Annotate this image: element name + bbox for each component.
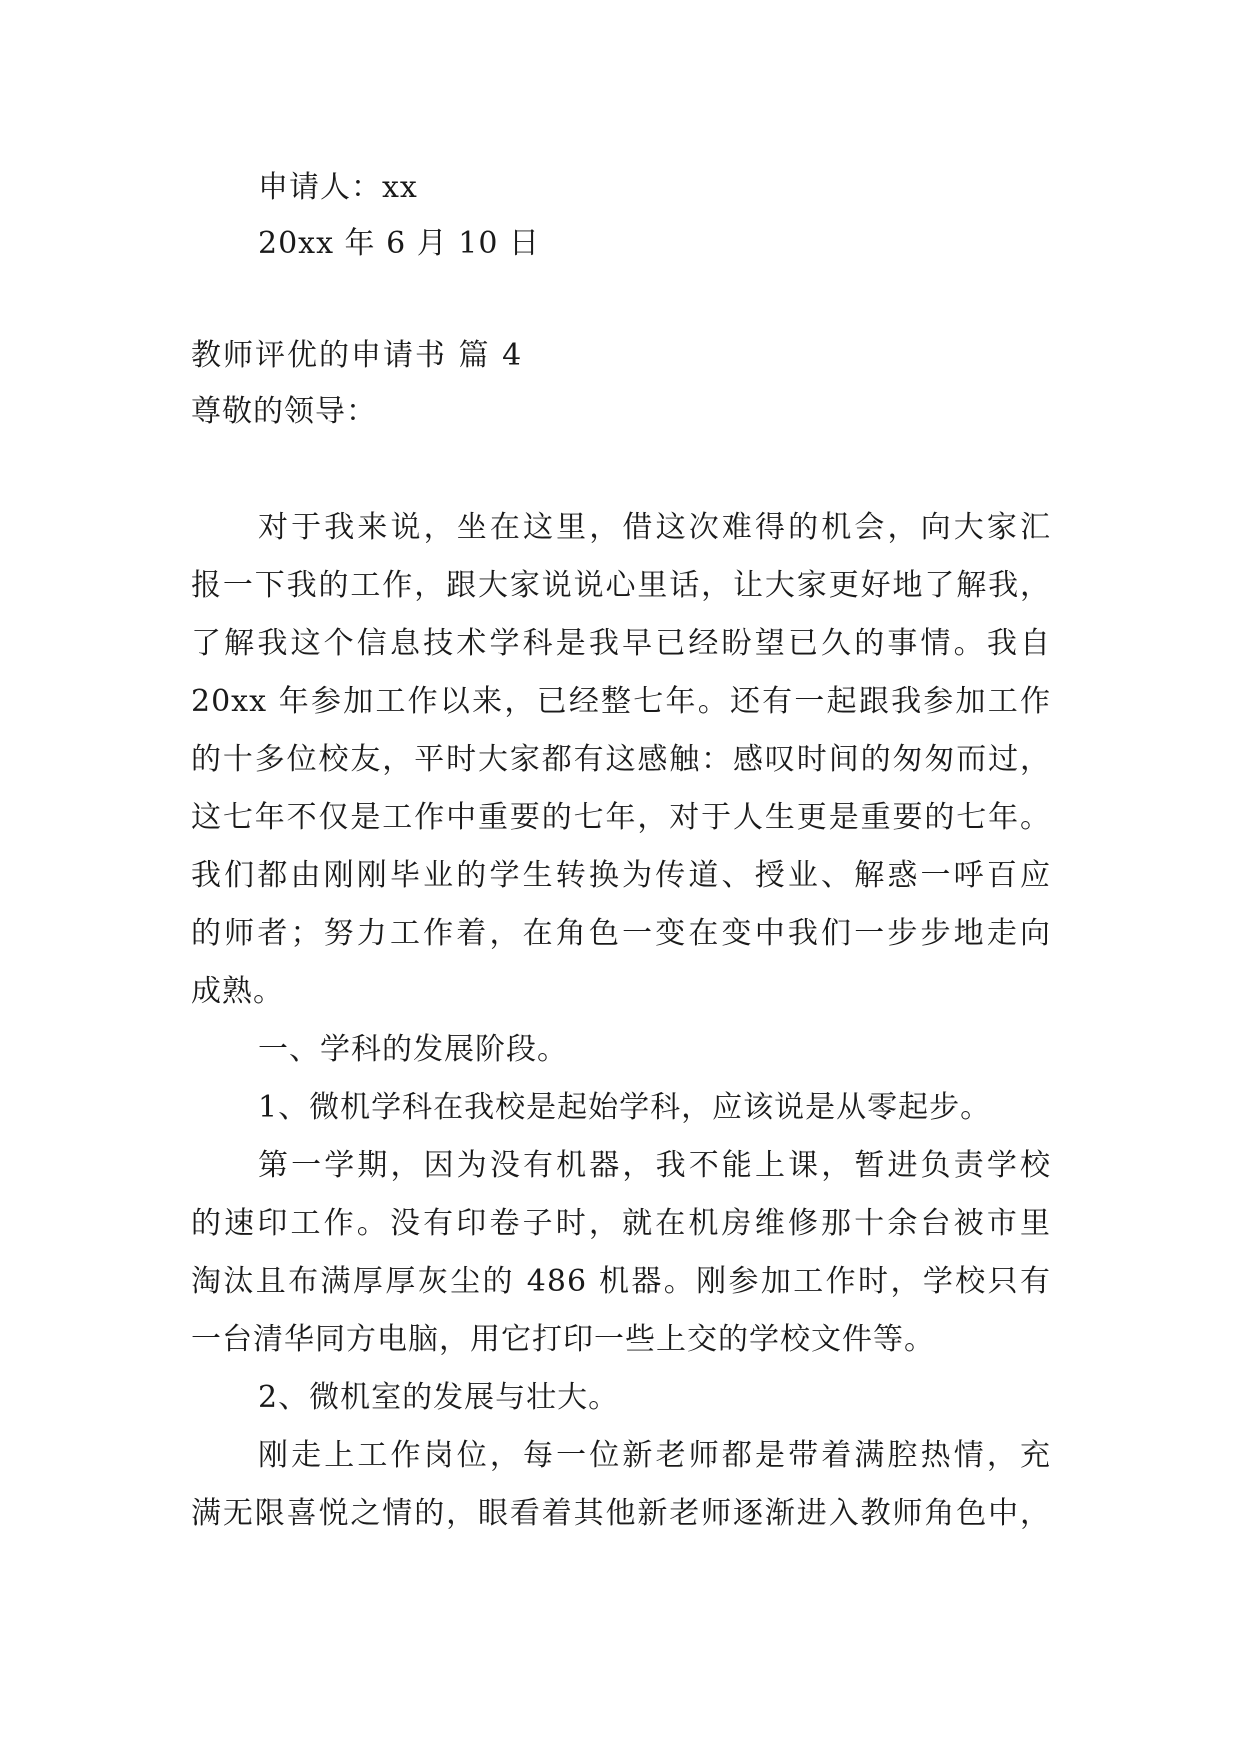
section-title: 教师评优的申请书 篇 4 [191, 338, 524, 373]
paragraph-line: 报一下我的工作，跟大家说说心里话，让大家更好地了解我， [191, 568, 1051, 603]
date-line: 20xx 年 6 月 10 日 [258, 226, 540, 261]
paragraph-line: 第一学期，因为没有机器，我不能上课，暂进负责学校 [258, 1148, 1051, 1183]
paragraph-line: 一台清华同方电脑，用它打印一些上交的学校文件等。 [191, 1322, 935, 1357]
paragraph-line: 我们都由刚刚毕业的学生转换为传道、授业、解惑一呼百应 [191, 858, 1051, 893]
paragraph-line: 的师者；努力工作着，在角色一变在变中我们一步步地走向 [191, 916, 1051, 951]
applicant-line: 申请人：xx [258, 170, 418, 205]
paragraph-line: 了解我这个信息技术学科是我早已经盼望已久的事情。我自 [191, 626, 1051, 661]
salutation: 尊敬的领导： [191, 394, 377, 429]
list-item: 2、微机室的发展与壮大。 [258, 1380, 620, 1415]
paragraph-line: 的速印工作。没有印卷子时，就在机房维修那十余台被市里 [191, 1206, 1051, 1241]
paragraph-line: 刚走上工作岗位，每一位新老师都是带着满腔热情，充 [258, 1438, 1051, 1473]
paragraph-line: 20xx 年参加工作以来，已经整七年。还有一起跟我参加工作 [191, 684, 1051, 719]
paragraph-line: 成熟。 [191, 974, 284, 1009]
paragraph-line: 淘汰且布满厚厚灰尘的 486 机器。刚参加工作时，学校只有 [191, 1264, 1051, 1299]
paragraph-line: 对于我来说，坐在这里，借这次难得的机会，向大家汇 [258, 510, 1051, 545]
paragraph-line: 这七年不仅是工作中重要的七年，对于人生更是重要的七年。 [191, 800, 1051, 835]
subheading: 一、学科的发展阶段。 [258, 1032, 568, 1067]
list-item: 1、微机学科在我校是起始学科，应该说是从零起步。 [258, 1090, 992, 1125]
paragraph-line: 的十多位校友，平时大家都有这感触：感叹时间的匆匆而过， [191, 742, 1051, 777]
paragraph-line: 满无限喜悦之情的，眼看着其他新老师逐渐进入教师角色中， [191, 1496, 1051, 1531]
